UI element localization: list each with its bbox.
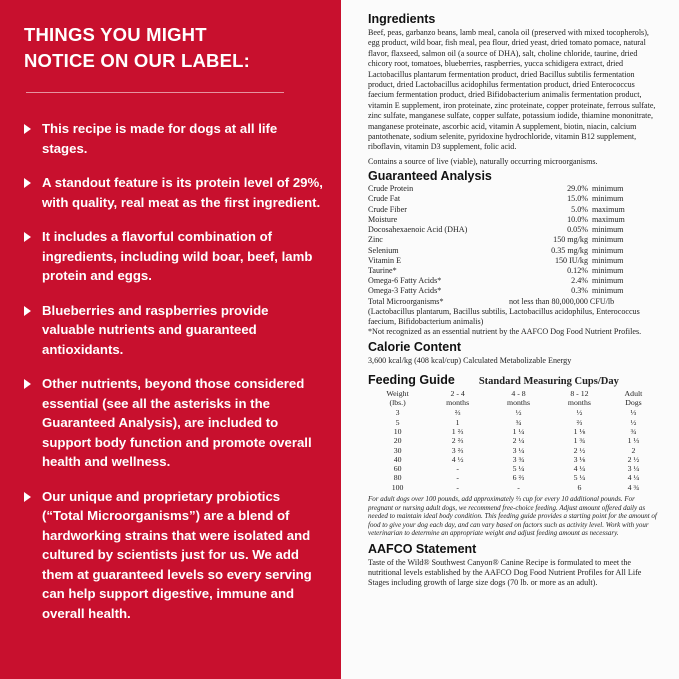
table-cell: 4 ¾ bbox=[627, 482, 640, 492]
table-row bbox=[368, 408, 657, 417]
guaranteed-analysis-table bbox=[368, 184, 657, 306]
table-cell: 1 ⅔ bbox=[451, 426, 464, 436]
list-item-text: Blueberries and raspberries provide valuable nutrients and guaranteed antioxidants. bbox=[42, 302, 269, 357]
table-cell: 1 ⅓ bbox=[627, 436, 640, 446]
table-cell: 60 bbox=[393, 464, 402, 474]
guaranteed-analysis-heading: Guaranteed Analysis bbox=[368, 169, 492, 184]
table-cell: 3 ¼ bbox=[627, 464, 640, 474]
table-cell: ¾ bbox=[515, 417, 522, 427]
ingredients-text: Beef, peas, garbanzo beans, lamb meal, canola oil (preserved with mixed tocopherols), egg product, wild boar, fish meal, pea flour, dried yeast, dried tomato pomace, natural flavor, flaxseed, salmon oil (a source of DHA), salt, choline chloride, taurine, dried chicory root, tomatoes, blueberries, raspberries, yucca schidigera extract, dried Lactobacillus plantarum fermentation product, dried Bacillus subtilis fermentation product, dried Lactobacillus acidophilus fermentation product, dried Enterococcus faecium fermentation product, dried Bifidobacterium animalis fermentation product, vitamin E supplement, iron proteinate, zinc proteinate, copper proteinate, ferrous sulfate, zinc sulfate, manganese sulfate, copper sulfate, potassium iodide, thiamine mononitrate, manganese proteinate, ascorbic acid, vitamin A supplement, biotin, niacin, calcium pantothenate, sodium selenite, pyridoxine hydrochloride, vitamin B12 supplement, riboflavin, vitamin D3 supplement, folic acid. bbox=[368, 28, 656, 152]
list-item-text: It includes a flavorful combination of ingredients, including wild boar, beef, lamb protein and eggs. bbox=[42, 229, 313, 283]
table-cell: 6 bbox=[577, 482, 582, 492]
nutrient-qualifier: minimum bbox=[592, 286, 624, 296]
feeding-guide-notes: For adult dogs over 100 pounds, add approximately ⅓ cup for every 10 additional pounds. For pregnant or nursing adult dogs, we recommend free-choice feeding. Adjust amount offered daily as needed to maintain ideal body condition. This feeding guide provides a starting point for the amount of food to give your dog each day, and can vary based on factors such as activity level. Work with your veterinarian to determine an appropriate weight and adjust feeding amount as necessary. bbox=[368, 495, 657, 538]
table-row bbox=[368, 297, 657, 307]
headline-line-1: THINGS YOU MIGHT bbox=[24, 24, 207, 45]
table-cell: - bbox=[517, 482, 520, 492]
table-row bbox=[368, 225, 657, 235]
nutrient-value: 0.3% bbox=[571, 286, 588, 296]
divider bbox=[26, 92, 284, 93]
table-cell: 1 bbox=[455, 417, 460, 427]
table-row bbox=[368, 184, 657, 194]
calorie-content-heading: Calorie Content bbox=[368, 340, 462, 355]
column-header-line-2: months bbox=[507, 398, 530, 408]
table-cell: 5 ¼ bbox=[573, 473, 586, 483]
table-cell: 5 bbox=[395, 417, 400, 427]
column-header-line-1: Adult bbox=[624, 388, 643, 398]
list-item-text: A standout feature is its protein level of 29%, with quality, real meat as the first ingredient. bbox=[42, 175, 323, 210]
column-header bbox=[610, 389, 657, 409]
list-item-text: Other nutrients, beyond those considered essential (see all the asterisks in the Guaranteed Analysis), are included to support body function and promote overall health and wellness. bbox=[42, 376, 312, 469]
column-header-line-2: Dogs bbox=[625, 398, 642, 408]
nutrient-qualifier: minimum bbox=[592, 184, 624, 194]
triangle-bullet-icon bbox=[24, 306, 31, 316]
column-header-line-1: 2 - 4 bbox=[450, 388, 465, 398]
page-title bbox=[24, 22, 323, 74]
table-row bbox=[368, 473, 657, 482]
table-row bbox=[368, 246, 657, 256]
nutrient-name: Vitamin E bbox=[368, 255, 402, 265]
triangle-bullet-icon bbox=[24, 232, 31, 242]
nutrient-name: Total Microorganisms* bbox=[368, 296, 444, 306]
list-item-text: Our unique and proprietary probiotics (“Total Microorganisms”) are a blend of hardworking strains that were isolated and cultured by scientists just for us. We add them at guaranteed levels so every serving can help support digestive, immune and overall health. bbox=[42, 488, 312, 621]
column-header-line-1: Weight bbox=[386, 388, 409, 398]
list-item bbox=[24, 374, 323, 472]
table-cell: - bbox=[456, 464, 459, 474]
nutrient-value: 29.0% bbox=[567, 184, 588, 194]
table-cell: 1 ¾ bbox=[573, 436, 586, 446]
table-cell: 2 ⅔ bbox=[451, 436, 464, 446]
table-cell: 30 bbox=[393, 445, 402, 455]
nutrient-name: Crude Protein bbox=[368, 184, 414, 194]
nutrient-value: not less than 80,000,000 CFU/lb bbox=[509, 296, 615, 306]
feeding-guide-subtitle: Standard Measuring Cups/Day bbox=[478, 375, 619, 387]
table-cell: ½ bbox=[630, 417, 637, 427]
list-item bbox=[24, 227, 323, 286]
nutrient-name: Docosahexaenoic Acid (DHA) bbox=[368, 225, 468, 235]
list-item bbox=[24, 487, 323, 624]
table-row bbox=[368, 436, 657, 445]
table-cell: 4 ¼ bbox=[627, 473, 640, 483]
nutrient-name: Crude Fat bbox=[368, 194, 401, 204]
table-cell: 40 bbox=[393, 454, 402, 464]
list-item bbox=[24, 119, 323, 158]
table-row bbox=[368, 464, 657, 473]
microorganisms-note: (Lactobacillus plantarum, Bacillus subtilis, Lactobacillus acidophilus, Enterococcus faecium, Bifidobacterium animalis) bbox=[368, 306, 640, 326]
nutrient-value: 150 IU/kg bbox=[554, 255, 588, 265]
nutrient-qualifier: minimum bbox=[592, 194, 624, 204]
table-cell: 3 bbox=[395, 408, 400, 418]
column-header-line-1: 8 - 12 bbox=[570, 388, 589, 398]
table-cell: 2 bbox=[631, 445, 636, 455]
nutrient-value: 150 mg/kg bbox=[553, 235, 588, 245]
nutrient-qualifier: maximum bbox=[592, 214, 625, 224]
column-header bbox=[368, 389, 427, 409]
feeding-guide-table bbox=[368, 389, 657, 492]
nutrient-value: 0.35 mg/kg bbox=[551, 245, 588, 255]
list-item bbox=[24, 301, 323, 360]
table-row bbox=[368, 256, 657, 266]
nutrient-value: 5.0% bbox=[571, 204, 588, 214]
table-row bbox=[368, 418, 657, 427]
nutrient-value: 0.12% bbox=[567, 265, 588, 275]
highlight-list bbox=[24, 119, 323, 623]
nutrient-value: 2.4% bbox=[571, 276, 588, 286]
nutrient-qualifier: maximum bbox=[592, 204, 625, 214]
nutrient-qualifier: minimum bbox=[592, 235, 624, 245]
table-cell: 1 ⅛ bbox=[573, 426, 586, 436]
triangle-bullet-icon bbox=[24, 124, 31, 134]
nutrient-name: Selenium bbox=[368, 245, 399, 255]
column-header-line-2: (lbs.) bbox=[389, 398, 406, 408]
table-cell: 10 bbox=[393, 426, 402, 436]
ingredients-heading: Ingredients bbox=[368, 12, 436, 26]
feeding-guide-header bbox=[368, 373, 657, 388]
nutrient-name: Zinc bbox=[368, 235, 383, 245]
nutrient-qualifier: minimum bbox=[592, 255, 624, 265]
table-cell: 3 ⅛ bbox=[573, 454, 586, 464]
nutrient-qualifier: minimum bbox=[592, 265, 624, 275]
column-header-line-1: 4 - 8 bbox=[511, 388, 526, 398]
table-cell: 5 ¼ bbox=[512, 464, 525, 474]
table-cell: 2 ½ bbox=[573, 445, 586, 455]
table-cell: ⅔ bbox=[454, 408, 461, 418]
nutrition-label-panel bbox=[341, 0, 679, 679]
table-cell: 3 ⅔ bbox=[451, 445, 464, 455]
table-cell: ¾ bbox=[630, 426, 637, 436]
table-row bbox=[368, 483, 657, 492]
table-row bbox=[368, 276, 657, 286]
table-cell: - bbox=[456, 482, 459, 492]
table-cell: 6 ⅔ bbox=[512, 473, 525, 483]
table-cell: 2 ½ bbox=[627, 454, 640, 464]
nutrient-name: Moisture bbox=[368, 214, 398, 224]
nutrient-qualifier: minimum bbox=[592, 225, 624, 235]
aafco-statement-heading: AAFCO Statement bbox=[368, 541, 477, 556]
table-cell: 4 ¼ bbox=[573, 464, 586, 474]
table-cell: ½ bbox=[515, 408, 522, 418]
column-header-line-2: months bbox=[446, 398, 470, 408]
table-row bbox=[368, 194, 657, 204]
table-cell: 100 bbox=[391, 482, 404, 492]
table-cell: ⅓ bbox=[630, 408, 637, 418]
table-row bbox=[368, 205, 657, 215]
aafco-statement-text: Taste of the Wild® Southwest Canyon® Canine Recipe is formulated to meet the nutritional levels established by the AAFCO Dog Food Nutrient Profiles for All Life Stages including growth of large size dogs (70 lb. or more as an adult). bbox=[368, 557, 642, 587]
table-row bbox=[368, 286, 657, 296]
table-row bbox=[368, 215, 657, 225]
nutrient-name: Taurine* bbox=[368, 265, 397, 275]
list-item-text: This recipe is made for dogs at all life stages. bbox=[42, 121, 278, 156]
nutrient-value: 10.0% bbox=[567, 214, 588, 224]
table-row bbox=[368, 446, 657, 455]
table-cell: - bbox=[456, 473, 459, 483]
table-cell: 3 ¼ bbox=[512, 445, 525, 455]
nutrient-qualifier: minimum bbox=[592, 245, 624, 255]
table-cell: ½ bbox=[576, 408, 583, 418]
triangle-bullet-icon bbox=[24, 178, 31, 188]
aafco-footnote: *Not recognized as an essential nutrient by the AAFCO Dog Food Nutrient Profiles. bbox=[368, 327, 642, 337]
live-microorganisms-note: Contains a source of live (viable), naturally occurring microorganisms. bbox=[368, 156, 598, 166]
feeding-guide-heading: Feeding Guide bbox=[368, 372, 455, 387]
table-cell: 20 bbox=[393, 436, 402, 446]
column-header bbox=[427, 389, 488, 409]
nutrient-name: Omega-6 Fatty Acids* bbox=[368, 276, 442, 286]
triangle-bullet-icon bbox=[24, 492, 31, 502]
table-row bbox=[368, 455, 657, 464]
calorie-content-text: 3,600 kcal/kg (408 kcal/cup) Calculated Metabolizable Energy bbox=[368, 356, 572, 366]
list-item bbox=[24, 173, 323, 212]
table-cell: 80 bbox=[393, 473, 402, 483]
column-header bbox=[549, 389, 610, 409]
table-row bbox=[368, 427, 657, 436]
table-cell: 4 ½ bbox=[451, 454, 464, 464]
table-cell: 1 ¼ bbox=[512, 426, 525, 436]
table-cell: 3 ¾ bbox=[512, 454, 525, 464]
column-header-line-2: months bbox=[567, 398, 591, 408]
nutrient-name: Omega-3 Fatty Acids* bbox=[368, 286, 442, 296]
nutrient-name: Crude Fiber bbox=[368, 204, 407, 214]
column-header bbox=[488, 389, 549, 409]
nutrient-value: 15.0% bbox=[567, 194, 588, 204]
table-cell: 2 ¼ bbox=[512, 436, 525, 446]
table-row bbox=[368, 235, 657, 245]
triangle-bullet-icon bbox=[24, 379, 31, 389]
table-cell: ⅔ bbox=[576, 417, 583, 427]
nutrient-value: 0.05% bbox=[567, 225, 588, 235]
headline-line-2: NOTICE ON OUR LABEL: bbox=[24, 50, 250, 71]
nutrient-qualifier: minimum bbox=[592, 276, 624, 286]
table-row bbox=[368, 266, 657, 276]
